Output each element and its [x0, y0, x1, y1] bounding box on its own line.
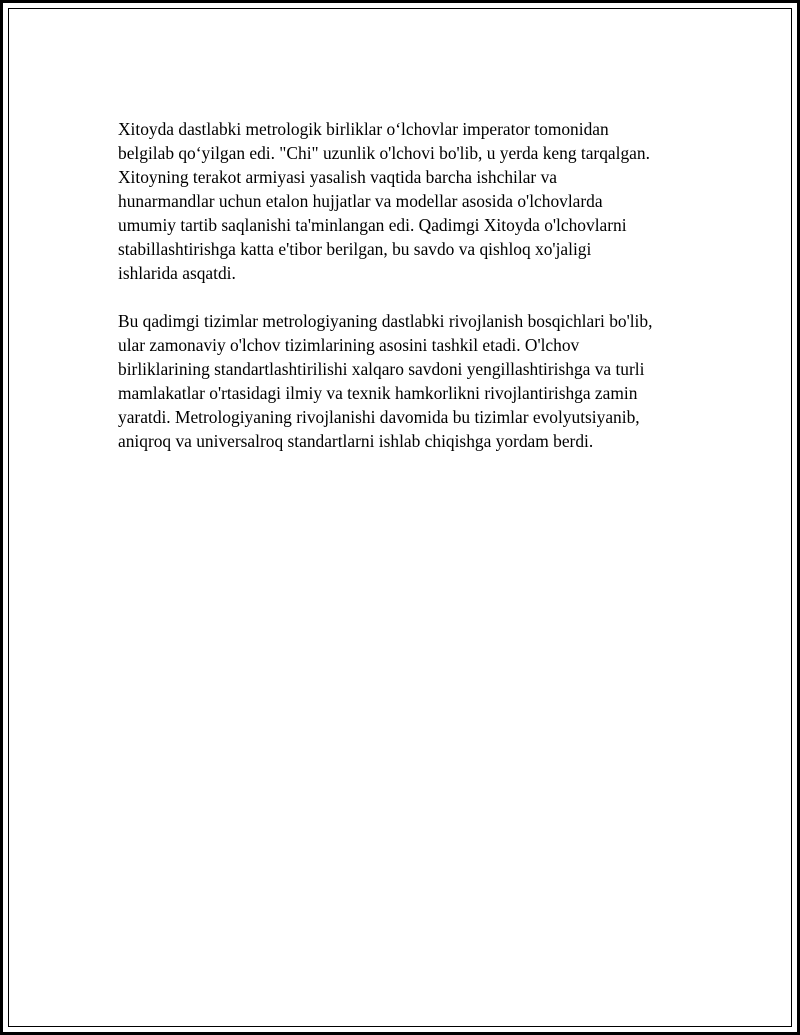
text-line: mamlakatlar o'rtasidagi ilmiy va texnik hamkorlikni rivojlantirishga zamin	[118, 383, 638, 403]
text-line: aniqroq va universalroq standartlarni ishlab chiqishga yordam berdi.	[118, 431, 594, 451]
text-line: ishlarida asqatdi.	[118, 263, 236, 283]
text-line: birliklarining standartlashtirilishi xalqaro savdoni yengillashtirishga va turli	[118, 359, 645, 379]
paragraph-2	[118, 309, 718, 453]
text-line: Bu qadimgi tizimlar metrologiyaning dastlabki rivojlanish bosqichlari bo'lib,	[118, 311, 653, 331]
text-line: umumiy tartib saqlanishi ta'minlangan edi. Qadimgi Xitoyda o'lchovlarni	[118, 215, 627, 235]
paragraph-1	[118, 117, 718, 285]
text-line: yaratdi. Metrologiyaning rivojlanishi davomida bu tizimlar evolyutsiyanib,	[118, 407, 640, 427]
text-line: belgilab qo‘yilgan edi. "Chi" uzunlik o'lchovi bo'lib, u yerda keng tarqalgan.	[118, 143, 650, 163]
text-line: ular zamonaviy o'lchov tizimlarining asosini tashkil etadi. O'lchov	[118, 335, 580, 355]
document-body	[118, 117, 718, 453]
text-line: hunarmandlar uchun etalon hujjatlar va modellar asosida o'lchovlarda	[118, 191, 603, 211]
text-line: stabillashtirishga katta e'tibor berilgan, bu savdo va qishloq xo'jaligi	[118, 239, 592, 259]
text-line: Xitoyda dastlabki metrologik birliklar o‘lchovlar imperator tomonidan	[118, 119, 609, 139]
text-line: Xitoyning terakot armiyasi yasalish vaqtida barcha ishchilar va	[118, 167, 557, 187]
